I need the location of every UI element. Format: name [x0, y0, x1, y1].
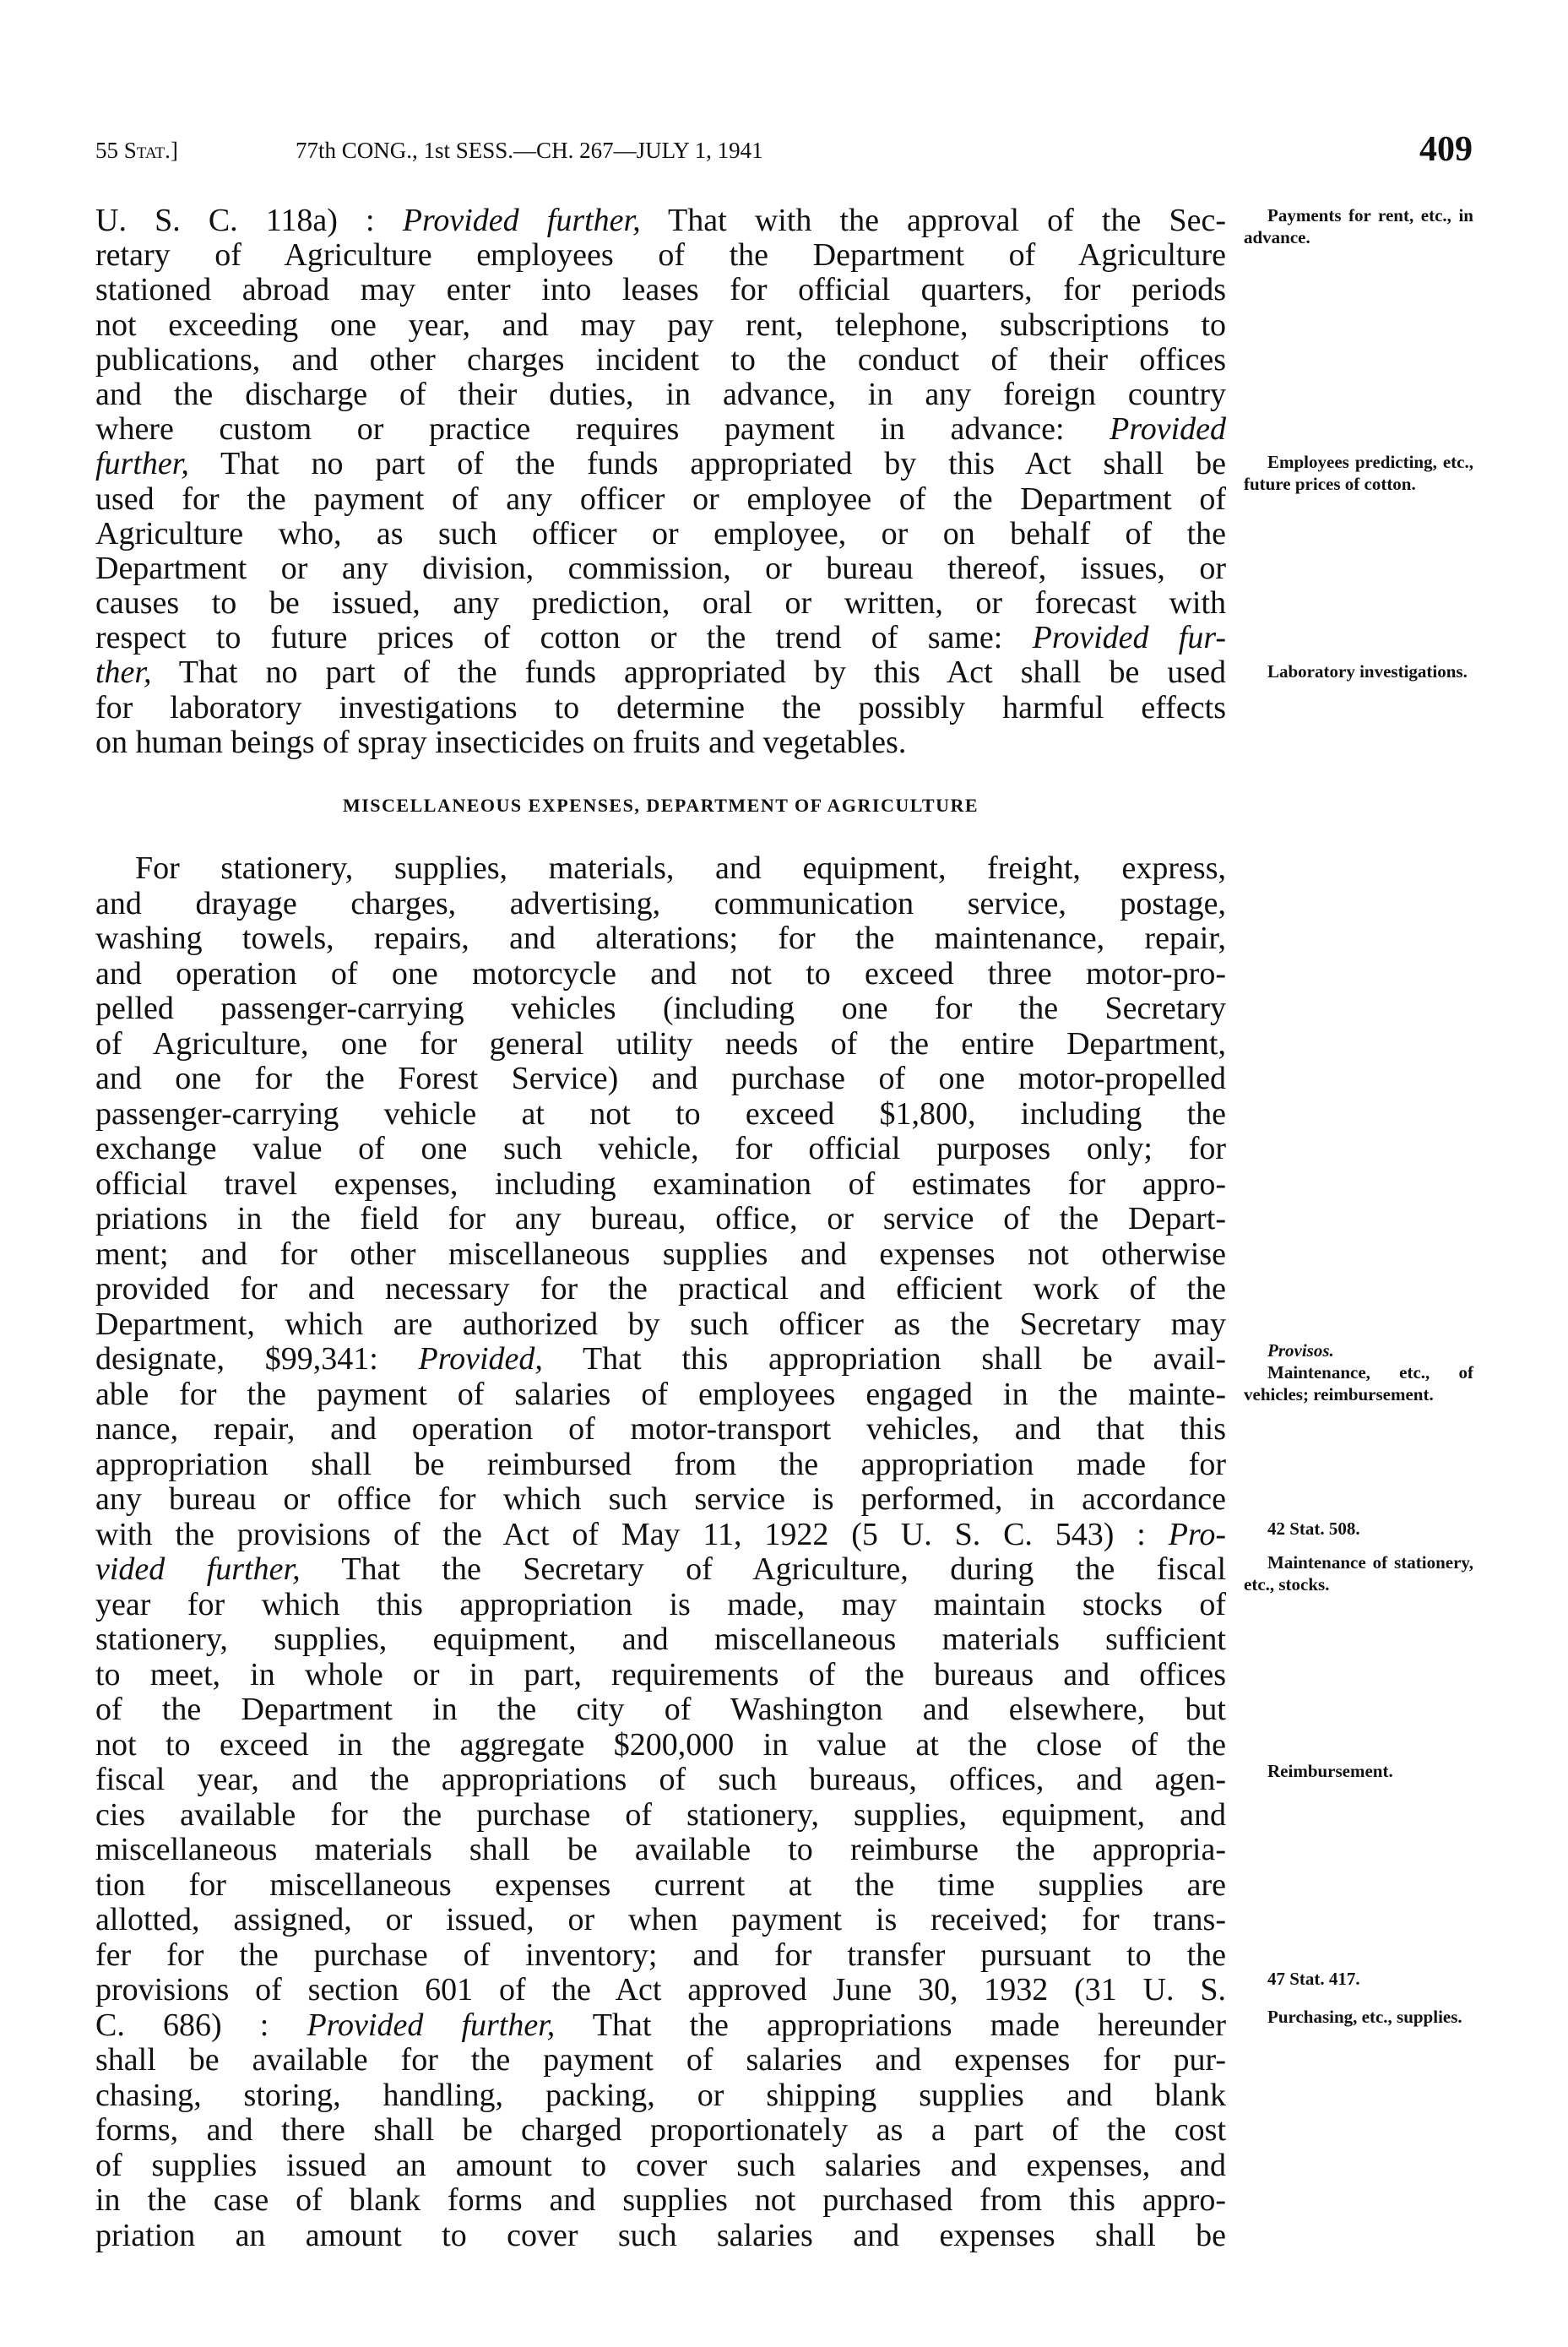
text-segment: washing towels, repairs, and alterations; for the maintenance, repair, [95, 921, 1226, 956]
italic-text: vided further, [95, 1551, 301, 1587]
margin-note-reimbursement: Reimbursement. [1267, 1761, 1393, 1781]
margin-note-maintenance-stocks: Maintenance of stationery, etc., stocks. [1244, 1552, 1473, 1595]
text-segment: stationed abroad may enter into leases for official quarters, for periods [95, 272, 1226, 308]
text-line [95, 851, 1226, 887]
italic-text: Provided, [418, 1341, 543, 1377]
text-segment: cies available for the purchase of stationery, supplies, equipment, and [95, 1796, 1226, 1833]
text-segment: and the discharge of their duties, in advance, in any foreign country [95, 376, 1226, 412]
text-line [95, 1412, 1226, 1448]
text-segment: That the Secretary of Agriculture, during the fiscal [300, 1551, 1227, 1587]
text-line [95, 586, 1226, 621]
volume-reference: 55 Stat.] [95, 138, 178, 163]
text-segment: passenger-carrying vehicle at not to exceed $1,800, including the [95, 1095, 1226, 1132]
text-segment: allotted, assigned, or issued, or when payment is received; for trans- [95, 1902, 1226, 1937]
text-line [95, 1552, 1226, 1588]
text-segment: appropriation shall be reimbursed from the appropriation made for [95, 1446, 1226, 1482]
text-segment: and one for the Forest Service) and purchase of one motor-propelled [95, 1061, 1226, 1096]
text-line [95, 2219, 1226, 2254]
text-segment: That the appropriations made hereunder [555, 2007, 1226, 2043]
text-segment: fiscal year, and the appropriations of such bureaus, offices, and agen- [95, 1762, 1226, 1797]
margin-note-provisos: Provisos. [1267, 1340, 1334, 1361]
margin-note-47-stat: 47 Stat. 417. [1267, 1969, 1360, 1989]
text-line [95, 1237, 1226, 1273]
text-segment: and operation of one motorcycle and not to exceed three motor-pro- [95, 955, 1226, 991]
text-line [95, 725, 1226, 760]
text-segment: priations in the field for any bureau, office, or service of the Depart- [95, 1201, 1226, 1236]
margin-note-payments: Payments for rent, etc., in advance. [1244, 205, 1473, 247]
text-line [95, 204, 1226, 238]
text-line [95, 991, 1226, 1027]
text-segment: That this appropriation shall be avail- [542, 1341, 1226, 1377]
text-line [95, 1062, 1226, 1097]
text-line [95, 378, 1226, 412]
text-segment: priation an amount to cover such salaries and expenses shall be [95, 2217, 1226, 2253]
text-line [95, 1658, 1226, 1693]
text-segment: Department, which are authorized by such officer as the Secretary may [95, 1306, 1226, 1342]
text-segment: chasing, storing, handling, packing, or shipping supplies and blank [95, 2077, 1226, 2113]
text-line [95, 621, 1226, 655]
text-line [95, 1622, 1226, 1658]
text-segment: designate, $99,341: [95, 1341, 419, 1377]
text-line [95, 1588, 1226, 1623]
text-segment: on human beings of spray insecticides on fruits and vegetables. [95, 724, 907, 760]
running-head: 77th CONG., 1st SESS.—CH. 267—JULY 1, 1941 [296, 138, 763, 163]
text-segment: respect to future prices of cotton or the trend of same: [95, 620, 1033, 656]
text-line [95, 2043, 1226, 2078]
text-line [95, 921, 1226, 957]
text-segment: official travel expenses, including examination of estimates for appro- [95, 1165, 1226, 1202]
text-segment: not exceeding one year, and may pay rent, telephone, subscriptions to [95, 307, 1226, 343]
text-line [95, 1377, 1226, 1413]
italic-text: Provided [1110, 411, 1226, 448]
text-segment: Agriculture who, as such officer or employee, or on behalf of the [95, 515, 1226, 551]
margin-note-maintenance-vehicles: Maintenance, etc., of vehicles; reimbursement. [1244, 1362, 1473, 1404]
text-line [95, 308, 1226, 343]
paragraph-miscellaneous-expenses [95, 851, 1226, 2253]
text-line [95, 957, 1226, 992]
text-line [95, 1342, 1226, 1377]
text-segment: causes to be issued, any prediction, oral or written, or forecast with [95, 585, 1226, 622]
text-line [95, 2149, 1226, 2184]
page-number: 409 [1419, 130, 1473, 169]
text-segment: Department or any division, commission, or bureau thereof, issues, or [95, 550, 1226, 586]
text-line [95, 1833, 1226, 1868]
text-segment: publications, and other charges incident to the conduct of their offices [95, 341, 1226, 378]
italic-text: Provided fur- [1032, 620, 1227, 656]
text-segment: tion for miscellaneous expenses current at the time supplies are [95, 1866, 1226, 1903]
text-segment: able for the payment of salaries of employees engaged in the mainte- [95, 1376, 1226, 1412]
text-line [95, 1448, 1226, 1483]
text-line [95, 1728, 1226, 1763]
text-segment: used for the payment of any officer or employee of the Department of [95, 481, 1226, 517]
text-line [95, 1798, 1226, 1834]
text-line [95, 1518, 1226, 1553]
text-segment: of Agriculture, one for general utility needs of the entire Department, [95, 1025, 1226, 1062]
text-line [95, 447, 1226, 481]
text-line [95, 655, 1226, 690]
margin-note-laboratory: Laboratory investigations. [1267, 661, 1468, 682]
text-line [95, 2008, 1226, 2044]
text-line [95, 691, 1226, 725]
text-segment: provisions of section 601 of the Act approved June 30, 1932 (31 U. S. [95, 1972, 1226, 2007]
text-line [95, 482, 1226, 517]
text-line [95, 1097, 1226, 1133]
italic-text: Provided further, [402, 203, 641, 238]
text-line [95, 343, 1226, 378]
text-segment: to meet, in whole or in part, requirements of the bureaus and offices [95, 1656, 1226, 1692]
text-segment: with the provisions of the Act of May 11, 1922 (5 U. S. C. 543) : [95, 1516, 1169, 1552]
text-line [95, 1763, 1226, 1798]
text-line [95, 1903, 1226, 1938]
text-line [95, 2078, 1226, 2114]
italic-text: ther, [95, 655, 152, 691]
text-segment: retary of Agriculture employees of the Department of Agriculture [95, 237, 1226, 274]
text-segment: ment; and for other miscellaneous supplies and expenses not otherwise [95, 1236, 1226, 1272]
text-line [95, 412, 1226, 447]
paragraph-provisos-continued [95, 204, 1226, 760]
text-line [95, 1692, 1226, 1728]
text-segment: where custom or practice requires payment in advance: [95, 411, 1110, 448]
section-heading: MISCELLANEOUS EXPENSES, DEPARTMENT OF AGRICULTURE [342, 795, 979, 816]
text-line [95, 551, 1226, 586]
margin-note-42-stat: 42 Stat. 508. [1267, 1518, 1360, 1539]
text-segment: pelled passenger-carrying vehicles (including one for the Secretary [95, 991, 1226, 1026]
text-segment: year for which this appropriation is made, may maintain stocks of [95, 1586, 1226, 1622]
text-segment: of supplies issued an amount to cover such salaries and expenses, and [95, 2147, 1226, 2183]
text-line [95, 1868, 1226, 1904]
text-segment: shall be available for the payment of salaries and expenses for pur- [95, 2042, 1226, 2078]
text-segment: in the case of blank forms and supplies not purchased from this appro- [95, 2182, 1226, 2218]
italic-text: Provided further, [307, 2007, 556, 2043]
text-segment: C. 686) : [95, 2007, 307, 2043]
text-line [95, 1938, 1226, 1974]
text-line [95, 2113, 1226, 2149]
text-segment: nance, repair, and operation of motor-transport vehicles, and that this [95, 1411, 1226, 1447]
text-line [95, 1272, 1226, 1307]
text-segment: stationery, supplies, equipment, and miscellaneous materials sufficient [95, 1622, 1226, 1657]
margin-note-purchasing: Purchasing, etc., supplies. [1267, 2007, 1462, 2027]
text-segment: and drayage charges, advertising, communication service, postage, [95, 885, 1226, 921]
text-line [95, 1132, 1226, 1167]
text-line [95, 1973, 1226, 2008]
text-line [95, 238, 1226, 273]
text-segment: provided for and necessary for the practical and efficient work of the [95, 1271, 1226, 1307]
text-segment: for laboratory investigations to determine the possibly harmful effects [95, 689, 1226, 725]
margin-note-employees: Employees predicting, etc., future prices of cotton. [1244, 452, 1473, 494]
italic-text: Pro- [1168, 1516, 1226, 1552]
text-segment: not to exceed in the aggregate $200,000 in value at the close of the [95, 1726, 1226, 1763]
text-segment: exchange value of one such vehicle, for official purposes only; for [95, 1131, 1226, 1166]
text-line [95, 1167, 1226, 1203]
text-line [95, 1307, 1226, 1343]
text-line [95, 1482, 1226, 1518]
text-line [95, 517, 1226, 551]
text-line [95, 887, 1226, 922]
text-line [95, 1027, 1226, 1062]
text-line [95, 1202, 1226, 1237]
text-segment: miscellaneous materials shall be available to reimburse the appropria- [95, 1832, 1226, 1867]
text-segment: U. S. C. 118a) : [95, 203, 403, 238]
text-segment: forms, and there shall be charged proportionately as a part of the cost [95, 2112, 1226, 2148]
italic-text: further, [95, 446, 189, 482]
text-line [95, 273, 1226, 307]
text-segment: That no part of the funds appropriated by this Act shall be used [151, 655, 1226, 691]
text-segment: That with the approval of the Sec- [640, 203, 1226, 238]
text-line [95, 2183, 1226, 2219]
text-segment: any bureau or office for which such service is performed, in accordance [95, 1481, 1226, 1517]
text-segment: fer for the purchase of inventory; and for transfer pursuant to the [95, 1937, 1226, 1973]
text-segment: That no part of the funds appropriated by this Act shall be [188, 446, 1226, 482]
text-segment: of the Department in the city of Washington and elsewhere, but [95, 1692, 1226, 1727]
text-segment: For stationery, supplies, materials, and equipment, freight, express, [135, 850, 1226, 886]
